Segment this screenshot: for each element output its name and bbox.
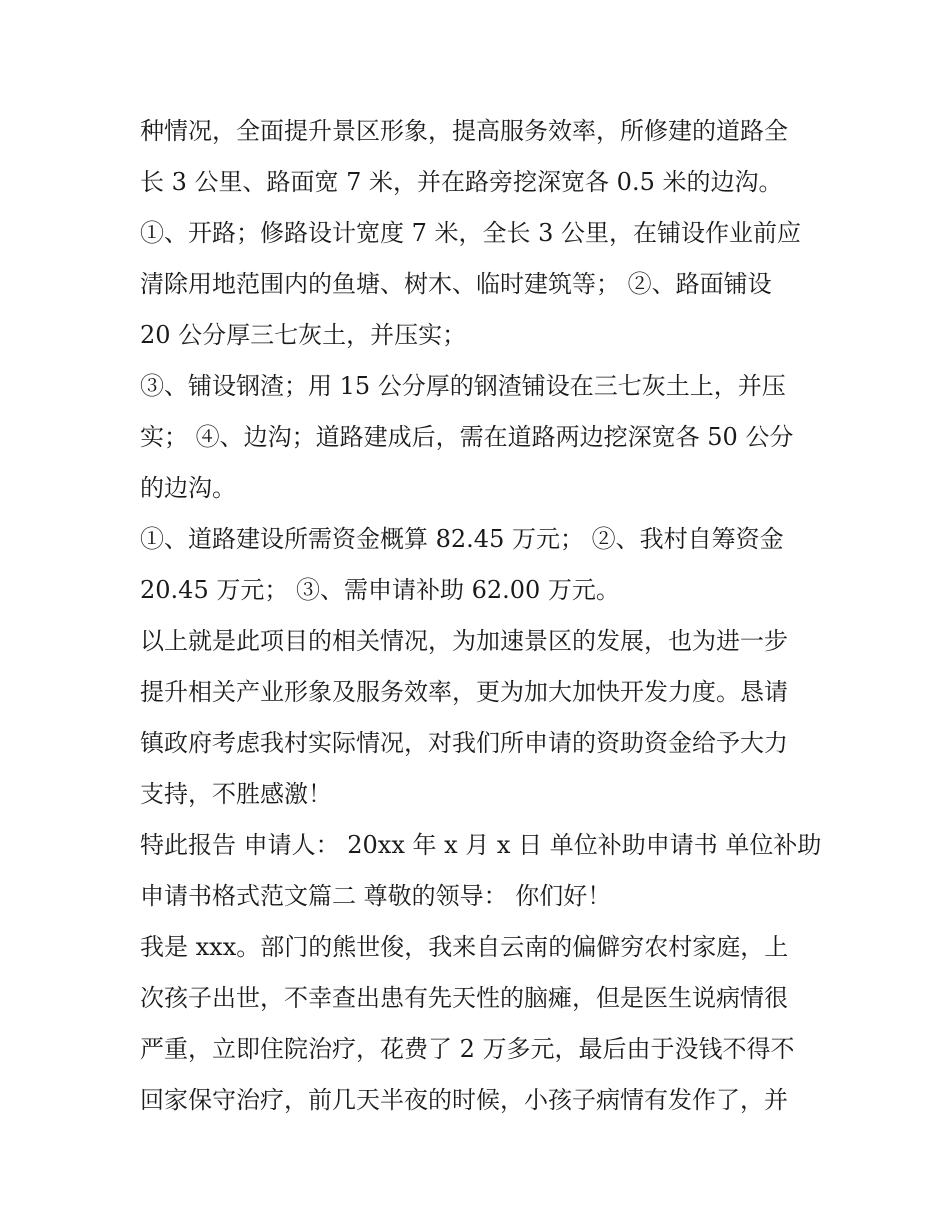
text-line: 种情况，全面提升景区形象，提高服务效率，所修建的道路全: [140, 117, 788, 145]
text-line: ①、开路；修路设计宽度 7 米，全长 3 公里，在铺设作业前应: [140, 219, 802, 247]
text-line: 支持，不胜感激！: [140, 780, 332, 808]
text-line: 申请书格式范文篇二 尊敬的领导： 你们好！: [140, 882, 612, 910]
paragraph-personal-story: [140, 922, 815, 1126]
text-line: 以上就是此项目的相关情况，为加速景区的发展，也为进一步: [140, 627, 788, 655]
text-line: 20 公分厚三七灰土，并压实；: [140, 321, 467, 349]
text-line: 的边沟。: [140, 474, 236, 502]
text-line: 清除用地范围内的鱼塘、树木、临时建筑等； ②、路面铺设: [140, 270, 772, 298]
text-line: 严重，立即住院治疗，花费了 2 万多元，最后由于没钱不得不: [140, 1035, 795, 1063]
paragraph-funding: [140, 514, 815, 616]
text-line: 次孩子出世，不幸查出患有先天性的脑瘫，但是医生说病情很: [140, 984, 788, 1012]
text-line: 实； ④、边沟；道路建成后，需在道路两边挖深宽各 50 公分: [140, 423, 794, 451]
paragraph-construction-steps-2: [140, 361, 815, 514]
text-line: 特此报告 申请人： 20xx 年 x 月 x 日 单位补助申请书 单位补助: [140, 831, 822, 859]
paragraph-signature-and-title: [140, 820, 822, 922]
text-line: ①、道路建设所需资金概算 82.45 万元； ②、我村自筹资金: [140, 525, 784, 553]
text-line: 我是 xxx。部门的熊世俊，我来自云南的偏僻穷农村家庭，上: [140, 933, 789, 961]
document-body: [140, 106, 822, 1126]
text-line: 提升相关产业形象及服务效率，更为加大加快开发力度。恳请: [140, 678, 788, 706]
paragraph-road-overview: [140, 106, 815, 208]
paragraph-construction-steps-1: [140, 208, 815, 361]
text-line: 20.45 万元； ③、需申请补助 62.00 万元。: [140, 576, 620, 604]
text-line: 镇政府考虑我村实际情况，对我们所申请的资助资金给予大力: [140, 729, 788, 757]
text-line: 长 3 公里、路面宽 7 米，并在路旁挖深宽各 0.5 米的边沟。: [140, 168, 783, 196]
text-line: ③、铺设钢渣；用 15 公分厚的钢渣铺设在三七灰土上，并压: [140, 372, 786, 400]
paragraph-request: [140, 616, 815, 820]
text-line: 回家保守治疗，前几天半夜的时候，小孩子病情有发作了，并: [140, 1086, 788, 1114]
